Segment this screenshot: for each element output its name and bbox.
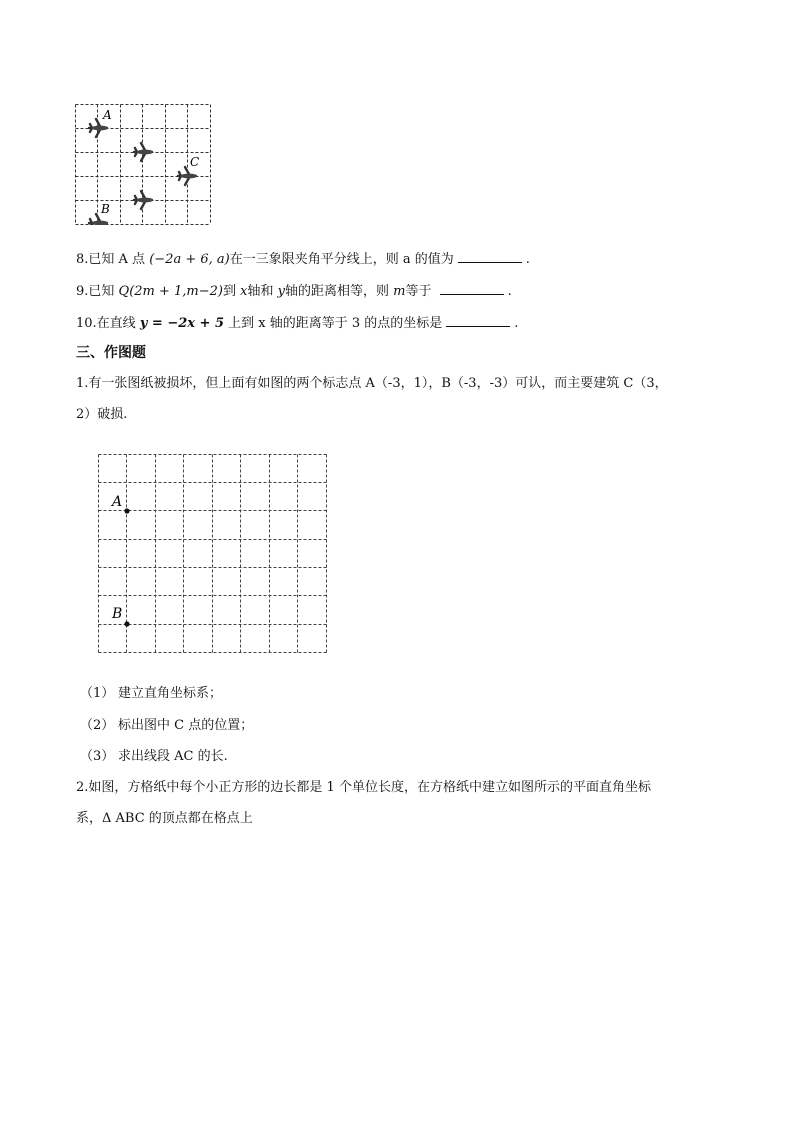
point-a <box>124 508 129 513</box>
section-title: 三、作图题 <box>76 345 146 361</box>
grid-lines <box>99 455 327 653</box>
problem-2-text: 2.如图，方格纸中每个小正方形的边长都是 1 个单位长度，在方格纸中建立如图所示的平面直角坐标 系，Δ ABC 的顶点都在格点上 <box>76 780 651 826</box>
q10-expression: y = −2x + 5 <box>139 316 225 331</box>
label-a: A <box>112 494 123 510</box>
sub-question-3: （3） 求出线段 AC 的长. <box>80 749 228 764</box>
label-b: B <box>112 606 123 622</box>
airplane-icon <box>134 143 153 161</box>
answer-blank[interactable] <box>446 312 510 327</box>
airplane-icon <box>134 191 153 209</box>
question-8: 8.已知 A 点 (−2a + 6, a)在一三象限夹角平分线上，则 a 的值为 . <box>76 248 530 270</box>
question-10: 10.在直线 y = −2x + 5 上到 x 轴的距离等于 3 的点的坐标是 . <box>76 312 518 334</box>
airplane-grid-figure <box>75 104 211 225</box>
airplane-icon-c <box>178 167 197 185</box>
label-b: B <box>101 202 110 216</box>
problem-1-text: 1.有一张图纸被损坏，但上面有如图的两个标志点 A（-3，1），B（-3，-3）可认，而主要建筑 C（3， 2）破损. <box>76 376 668 422</box>
coordinate-grid-figure <box>98 454 327 653</box>
sub-question-1: （1） 建立直角坐标系； <box>80 686 223 701</box>
q9-expression: Q(2m + 1,m−2) <box>118 284 223 299</box>
answer-blank[interactable] <box>458 248 522 263</box>
label-a: A <box>103 108 112 122</box>
answer-blank[interactable] <box>440 280 504 295</box>
q8-expression: (−2a + 6, a) <box>149 252 230 267</box>
point-b <box>124 621 129 626</box>
label-c: C <box>190 155 200 169</box>
sub-question-2: （2） 标出图中 C 点的位置； <box>80 718 254 733</box>
question-9: 9.已知 Q(2m + 1,m−2)到 x轴和 y轴的距离相等，则 m等于 . <box>76 280 512 302</box>
